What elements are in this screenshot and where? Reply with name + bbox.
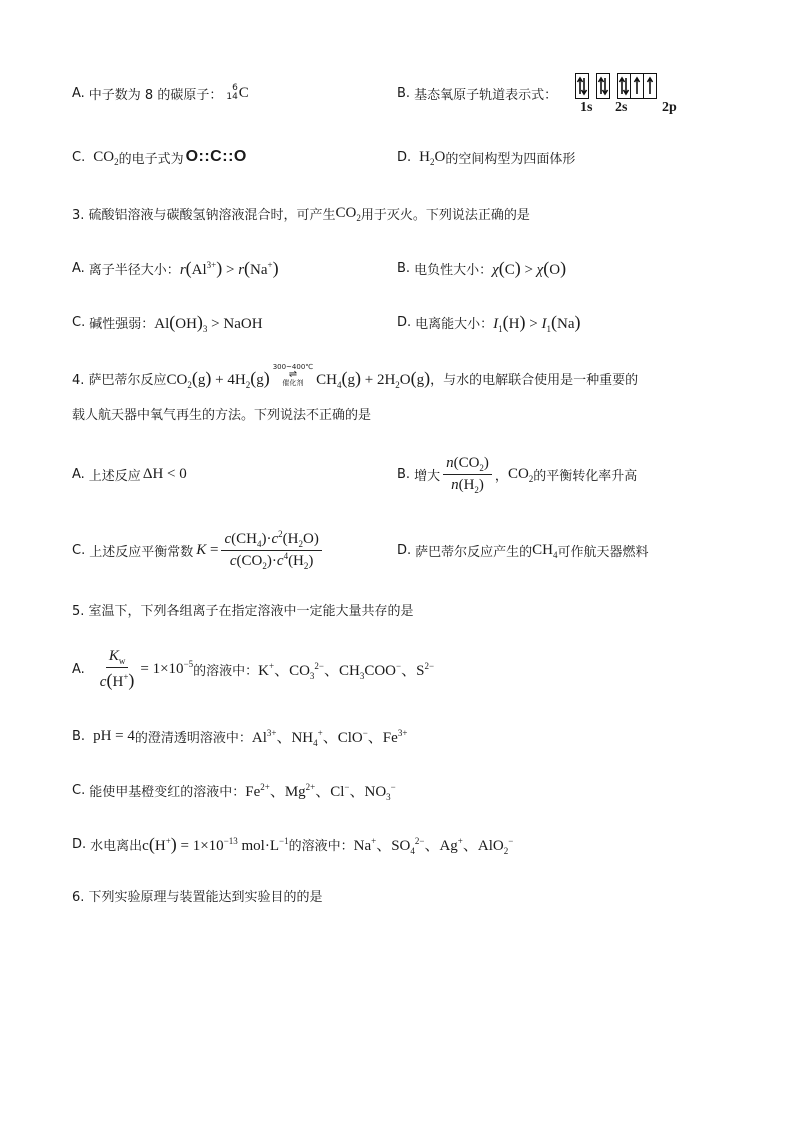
math-expression: ΔH < 0: [142, 465, 187, 482]
q2-option-c: C. $CO_2$ 的电子式为 O::C::O: [72, 148, 247, 167]
orbital-label-2p: 2p: [662, 100, 677, 115]
q5-option-c: C. 能使甲基橙变红的溶液中： $Fe^{2+}$、$Mg^{2+}$、Cl−、$NO_3^-$: [72, 781, 396, 802]
q4-option-c: C. 上述反应平衡常数 K = $\frac{c(CH_4)\cdot c^2(H_2O)}{c(CO_2)\cdot c^4(H_2)}$: [72, 526, 325, 574]
option-label: D.: [397, 314, 412, 330]
math-expression: χ(C) > χ(O): [492, 257, 567, 278]
q5-option-b: B. pH = 4 的澄清透明溶液中： $Al^{3+}$、$NH_4^+$、ClO−、$Fe^{3+}$: [72, 727, 408, 748]
option-label: C.: [72, 782, 86, 798]
ion-list: $Fe^{2+}$、$Mg^{2+}$、Cl−、$NO_3^-$: [245, 781, 396, 802]
q5-stem: 5. 室温下，下列各组离子在指定溶液中一定能大量共存的是: [72, 603, 414, 619]
paired-arrows-icon: [576, 74, 588, 98]
orbital-1s: [575, 73, 589, 99]
q3-option-a: A. 离子半径大小： $r(Al^{3+}) > r(Na^+)$: [72, 257, 279, 278]
isotope-notation: 6 14: [226, 83, 238, 102]
lewis-structure: O::C::O: [185, 148, 247, 165]
orbital-label-1s: 1s: [580, 100, 593, 115]
paired-arrows-icon: [597, 74, 609, 98]
option-label: C.: [72, 542, 86, 558]
orbital-2p: [617, 73, 657, 99]
option-label: D.: [397, 542, 412, 558]
ratio-fraction: $\frac{n(CO_2)}{n(H_2)}$: [443, 455, 492, 494]
reaction-products: $CH_4(g) + 2H_2O(g)$: [316, 367, 431, 390]
option-label: D.: [397, 149, 412, 165]
ion-list: $Al^{3+}$、$NH_4^+$、ClO−、$Fe^{3+}$: [251, 727, 408, 748]
option-text: 基态氧原子轨道表示式：: [414, 87, 558, 103]
option-label: A.: [72, 466, 85, 482]
option-label: C.: [72, 149, 86, 165]
option-label: B.: [397, 260, 411, 276]
reaction-equation: $CO_2(g) + 4H_2(g)$: [166, 367, 270, 390]
up-arrow-icon: [643, 74, 656, 98]
option-text: 的电子式为: [118, 151, 184, 167]
ion-list: K+、$CO_3^{2-}$、$CH_3COO^-$、$S^{2-}$: [258, 660, 435, 681]
orbital-diagram: [575, 73, 657, 99]
q5-option-a: A. $\frac{K_w}{c(H^+)}$ = $1\times 10^{-5}$ 的溶液中： K+、$CO_3^{2-}$、$CH_3COO^-$、$S^{2-}$: [72, 647, 435, 690]
option-label: A.: [72, 260, 85, 276]
option-label: B.: [397, 85, 411, 101]
reaction-condition: 300~400℃ ⇌ 催化剂: [272, 363, 314, 387]
q4-option-b: B. 增大 $\frac{n(CO_2)}{n(H_2)}$ ， $CO_2$ 的平衡转化率升高: [397, 454, 638, 495]
equilibrium-constant-fraction: $\frac{c(CH_4)\cdot c^2(H_2O)}{c(CO_2)\cdot c^4(H_2)}$: [221, 531, 321, 570]
option-label: D.: [72, 836, 87, 852]
element-symbol: C: [238, 84, 249, 101]
q3-option-d: D. 电离能大小： $I_1(H) > I_1(Na)$: [397, 311, 581, 334]
option-text: 中子数为 8 的碳原子：: [88, 87, 223, 103]
orbital-label-2s: 2s: [615, 100, 628, 115]
math-expression: $I_1(H) > I_1(Na)$: [493, 311, 581, 334]
q3-option-c: C. 碱性强弱： $Al(OH)_3$ > NaOH: [72, 311, 263, 334]
concentration-expression: $c(H^+) = 1\times 10^{-13}$ $mol\cdot L^{-1}$: [142, 833, 289, 854]
kw-fraction: $\frac{K_w}{c(H^+)}$: [99, 647, 135, 690]
up-arrow-icon: [630, 74, 643, 98]
math-expression: $r(Al^{3+}) > r(Na^+)$: [179, 257, 279, 278]
option-label: A.: [72, 661, 85, 677]
q2-option-d: D. $H_2O$ 的空间构型为四面体形: [397, 148, 576, 167]
q4-option-d: D. 萨巴蒂尔反应产生的 $CH_4$ 可作航天器燃料: [397, 541, 649, 560]
option-text: 的空间构型为四面体形: [445, 151, 576, 167]
q5-option-d: D. 水电离出 $c(H^+) = 1\times 10^{-13}$ $mol\cdot L^{-1}$ 的溶液中： Na+、$SO_4^{2-}$、Ag+、AlO$_2$−: [72, 833, 514, 856]
q4-option-a: A. 上述反应 ΔH < 0: [72, 465, 187, 484]
equilibrium-arrow-icon: ⇌: [288, 369, 298, 380]
q4-stem-line1: 4. 萨巴蒂尔反应 $CO_2(g) + 4H_2(g)$ 300~400℃ ⇌ 催化剂 $CH_4(g) + 2H_2O(g)$ ，与水的电解联合使用是一种重要的: [72, 363, 639, 390]
q3-stem: 3. 硫酸铝溶液与碳酸氢钠溶液混合时，可产生 $CO_2$ 用于灭火。下列说法正确的是: [72, 204, 530, 223]
q6-stem: 6. 下列实验原理与装置能达到实验目的的是: [72, 889, 323, 905]
q2-option-b: [397, 82, 557, 104]
q2-option-a: [72, 82, 249, 104]
option-label: C.: [72, 314, 86, 330]
option-label: B.: [72, 728, 86, 744]
option-label: B.: [397, 466, 411, 482]
paired-arrows-icon: [618, 74, 630, 98]
q4-stem-line2: 载人航天器中氧气再生的方法。下列说法不正确的是: [72, 407, 372, 423]
math-expression: $Al(OH)_3$ > NaOH: [154, 311, 263, 334]
q3-option-b: B. 电负性大小： χ(C) > χ(O): [397, 257, 567, 278]
ion-list: Na+、$SO_4^{2-}$、Ag+、AlO$_2$−: [353, 835, 514, 856]
orbital-2s: [596, 73, 610, 99]
option-label: A.: [72, 85, 85, 101]
